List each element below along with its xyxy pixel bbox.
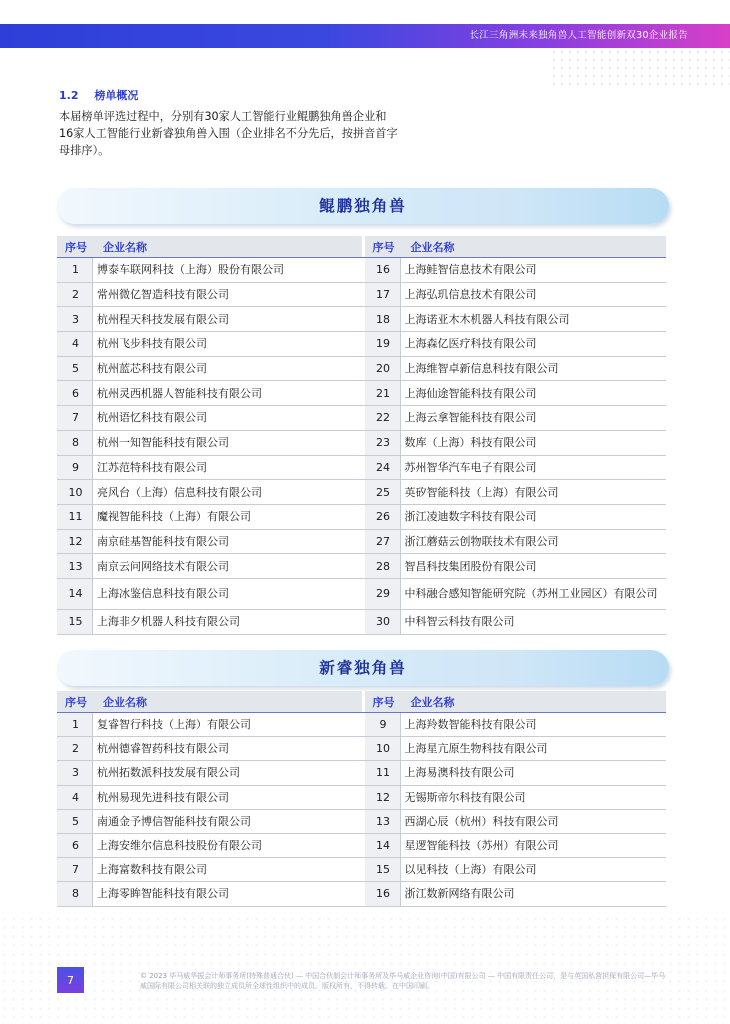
row-right-cell [362, 761, 667, 784]
row-seq: 8 [57, 431, 93, 455]
table-row [57, 332, 666, 357]
header-left [57, 691, 362, 712]
xinrui-banner [57, 650, 669, 686]
kunpeng-title: 鲲鹏独角兽 [319, 197, 407, 215]
row-seq: 16 [365, 258, 401, 282]
table-row [57, 761, 666, 785]
row-company-name: 上海安维尔信息科技股份有限公司 [97, 839, 262, 853]
table-row [57, 307, 666, 332]
table-row [57, 283, 666, 308]
row-seq: 6 [57, 381, 93, 405]
row-left-cell [57, 381, 362, 405]
header-seq: 序号 [65, 240, 87, 254]
row-right-cell [362, 858, 667, 881]
header-name: 企业名称 [103, 695, 147, 709]
row-seq: 4 [57, 786, 93, 809]
row-left-cell [57, 307, 362, 331]
footer-note: © 2023 毕马威华振会计师事务所(特殊普通合伙) — 中国合伙制会计师事务所及毕马威企业咨询(中国)有限公司 — 中国有限责任公司，是与英国私营担保有限公司—毕马威国际有限公司相关联的独立成员所全球性组织中的成员。版权所有，不得转载。在中国印刷。 [140, 972, 666, 990]
row-left-cell [57, 786, 362, 809]
row-company-name: 英矽智能科技（上海）有限公司 [404, 485, 559, 499]
row-seq: 14 [57, 579, 93, 609]
row-left-cell [57, 810, 362, 833]
table-row [57, 610, 666, 635]
row-left-cell [57, 610, 362, 634]
kunpeng-table [57, 236, 666, 635]
row-seq: 17 [365, 283, 401, 307]
row-right-cell [362, 381, 667, 405]
row-company-name: 杭州飞步科技有限公司 [97, 337, 207, 351]
row-right-cell [362, 480, 667, 504]
row-seq: 11 [57, 505, 93, 529]
row-seq: 12 [365, 786, 401, 809]
row-right-cell [362, 737, 667, 760]
row-company-name: 杭州德睿智药科技有限公司 [97, 742, 229, 756]
row-right-cell [362, 810, 667, 833]
row-right-cell [362, 431, 667, 455]
row-seq: 14 [365, 834, 401, 857]
report-title: 长江三角洲未来独角兽人工智能创新双30企业报告 [469, 30, 688, 41]
row-seq: 24 [365, 456, 401, 480]
table-row [57, 456, 666, 481]
row-company-name: 以见科技（上海）有限公司 [404, 863, 537, 877]
row-company-name: 上海仙途智能科技有限公司 [404, 386, 537, 400]
row-left-cell [57, 456, 362, 480]
row-company-name: 杭州易现先进科技有限公司 [97, 790, 229, 804]
row-right-cell [362, 307, 667, 331]
row-seq: 9 [57, 456, 93, 480]
row-company-name: 上海森亿医疗科技有限公司 [404, 337, 537, 351]
table-header [57, 236, 666, 258]
row-seq: 7 [57, 858, 93, 881]
row-company-name: 上海冰鉴信息科技有限公司 [97, 587, 229, 601]
row-seq: 23 [365, 431, 401, 455]
header-name: 企业名称 [103, 240, 147, 254]
row-seq: 2 [57, 283, 93, 307]
row-company-name: 上海富数科技有限公司 [97, 863, 207, 877]
row-right-cell [362, 456, 667, 480]
xinrui-table [57, 691, 666, 907]
footer-decoration [0, 914, 730, 1024]
row-seq: 13 [57, 554, 93, 578]
table-header [57, 691, 666, 713]
row-left-cell [57, 530, 362, 554]
row-seq: 10 [365, 737, 401, 760]
table-row [57, 530, 666, 555]
row-right-cell [362, 610, 667, 634]
row-seq: 2 [57, 737, 93, 760]
page-number: 7 [57, 967, 84, 993]
row-right-cell [362, 786, 667, 809]
row-right-cell [362, 258, 667, 282]
row-seq: 27 [365, 530, 401, 554]
row-right-cell [362, 530, 667, 554]
row-company-name: 上海维智卓新信息科技有限公司 [404, 362, 559, 376]
header-name: 企业名称 [410, 695, 455, 709]
header-bar [0, 24, 730, 48]
row-company-name: 亮风台（上海）信息科技有限公司 [97, 485, 262, 499]
row-company-name: 浙江蘑菇云创物联技术有限公司 [404, 534, 559, 548]
row-left-cell [57, 258, 362, 282]
row-right-cell [362, 579, 667, 609]
header-seq: 序号 [65, 695, 87, 709]
row-company-name: 上海鲑智信息技术有限公司 [404, 263, 537, 277]
row-right-cell [362, 332, 667, 356]
table-row [57, 258, 666, 283]
table-row [57, 786, 666, 810]
row-company-name: 上海易澳科技有限公司 [404, 766, 515, 780]
kunpeng-banner [57, 188, 669, 224]
row-company-name: 复睿智行科技（上海）有限公司 [97, 718, 251, 732]
row-company-name: 上海非夕机器人科技有限公司 [97, 615, 240, 629]
row-company-name: 无锡斯帝尔科技有限公司 [404, 790, 526, 804]
row-seq: 25 [365, 480, 401, 504]
header-left [57, 236, 362, 257]
row-company-name: 常州微亿智造科技有限公司 [97, 288, 229, 302]
row-right-cell [362, 406, 667, 430]
row-seq: 15 [57, 610, 93, 634]
row-left-cell [57, 737, 362, 760]
row-left-cell [57, 579, 362, 609]
row-seq: 5 [57, 357, 93, 381]
row-seq: 3 [57, 761, 93, 784]
row-seq: 7 [57, 406, 93, 430]
row-company-name: 上海云拿智能科技有限公司 [404, 411, 537, 425]
row-left-cell [57, 554, 362, 578]
row-company-name: 杭州程天科技发展有限公司 [97, 312, 229, 326]
row-company-name: 杭州蓝芯科技有限公司 [97, 362, 207, 376]
row-left-cell [57, 332, 362, 356]
row-seq: 26 [365, 505, 401, 529]
section-heading [59, 87, 138, 103]
row-left-cell [57, 834, 362, 857]
row-left-cell [57, 357, 362, 381]
table-row [57, 480, 666, 505]
row-company-name: 中科智云科技有限公司 [404, 615, 515, 629]
row-left-cell [57, 505, 362, 529]
row-seq: 16 [365, 882, 401, 905]
row-company-name: 上海羚数智能科技有限公司 [404, 718, 537, 732]
row-seq: 20 [365, 357, 401, 381]
row-seq: 5 [57, 810, 93, 833]
row-left-cell [57, 858, 362, 881]
row-right-cell [362, 554, 667, 578]
row-seq: 4 [57, 332, 93, 356]
section-number: 1.2 [59, 89, 79, 102]
row-seq: 1 [57, 258, 93, 282]
row-company-name: 西湖心辰（杭州）科技有限公司 [404, 814, 559, 828]
row-company-name: 苏州智华汽车电子有限公司 [404, 460, 537, 474]
header-right [362, 691, 667, 712]
header-name: 企业名称 [410, 240, 455, 254]
row-company-name: 上海星亢原生物科技有限公司 [404, 742, 548, 756]
row-company-name: 上海弘玑信息技术有限公司 [404, 288, 537, 302]
row-seq: 18 [365, 307, 401, 331]
table-row [57, 882, 666, 906]
row-company-name: 南京硅基智能科技有限公司 [97, 534, 229, 548]
row-seq: 6 [57, 834, 93, 857]
row-company-name: 杭州一知智能科技有限公司 [97, 436, 229, 450]
row-company-name: 智昌科技集团股份有限公司 [404, 559, 537, 573]
row-seq: 8 [57, 882, 93, 905]
row-seq: 1 [57, 713, 93, 736]
row-seq: 21 [365, 381, 401, 405]
row-seq: 9 [365, 713, 401, 736]
header-decoration [550, 48, 730, 88]
row-seq: 22 [365, 406, 401, 430]
table-row [57, 713, 666, 737]
row-left-cell [57, 406, 362, 430]
table-row [57, 431, 666, 456]
row-right-cell [362, 357, 667, 381]
row-company-name: 上海零眸智能科技有限公司 [97, 887, 229, 901]
row-company-name: 数库（上海）科技有限公司 [404, 436, 537, 450]
row-seq: 13 [365, 810, 401, 833]
row-seq: 12 [57, 530, 93, 554]
row-right-cell [362, 882, 667, 905]
row-right-cell [362, 505, 667, 529]
table-row [57, 505, 666, 530]
row-left-cell [57, 431, 362, 455]
row-company-name: 博泰车联网科技（上海）股份有限公司 [97, 263, 284, 277]
row-seq: 15 [365, 858, 401, 881]
row-seq: 29 [365, 579, 401, 609]
row-seq: 10 [57, 480, 93, 504]
row-company-name: 杭州语忆科技有限公司 [97, 411, 207, 425]
table-row [57, 406, 666, 431]
row-company-name: 南京云问网络技术有限公司 [97, 559, 229, 573]
row-right-cell [362, 713, 667, 736]
row-seq: 30 [365, 610, 401, 634]
row-company-name: 南通金予博信智能科技有限公司 [97, 814, 251, 828]
row-left-cell [57, 761, 362, 784]
row-company-name: 中科融合感知智能研究院（苏州工业园区）有限公司 [404, 587, 658, 601]
table-row [57, 381, 666, 406]
header-seq: 序号 [372, 695, 395, 709]
table-row [57, 554, 666, 579]
row-left-cell [57, 882, 362, 905]
row-company-name: 魔视智能科技（上海）有限公司 [97, 510, 251, 524]
table-row [57, 737, 666, 761]
row-company-name: 杭州灵西机器人智能科技有限公司 [97, 386, 262, 400]
row-left-cell [57, 713, 362, 736]
table-row [57, 834, 666, 858]
row-seq: 28 [365, 554, 401, 578]
row-company-name: 杭州拓数派科技发展有限公司 [97, 766, 240, 780]
row-left-cell [57, 480, 362, 504]
header-seq: 序号 [372, 240, 395, 254]
intro-paragraph: 本届榜单评选过程中，分别有30家人工智能行业鲲鹏独角兽企业和16家人工智能行业新睿独角兽入围（企业排名不分先后，按拼音首字母排序）。 [59, 110, 398, 157]
row-company-name: 江苏范特科技有限公司 [97, 460, 207, 474]
table-row [57, 357, 666, 382]
row-seq: 3 [57, 307, 93, 331]
row-company-name: 星逻智能科技（苏州）有限公司 [404, 839, 559, 853]
row-seq: 19 [365, 332, 401, 356]
row-company-name: 浙江凌迪数字科技有限公司 [404, 510, 537, 524]
header-right [362, 236, 667, 257]
section-title: 榜单概况 [94, 89, 139, 102]
xinrui-title: 新睿独角兽 [319, 659, 407, 677]
table-row [57, 858, 666, 882]
row-right-cell [362, 834, 667, 857]
row-right-cell [362, 283, 667, 307]
row-company-name: 上海诺亚木木机器人科技有限公司 [404, 312, 570, 326]
table-row [57, 810, 666, 834]
row-company-name: 浙江数新网络有限公司 [404, 887, 515, 901]
table-row [57, 579, 666, 610]
row-left-cell [57, 283, 362, 307]
row-seq: 11 [365, 761, 401, 784]
